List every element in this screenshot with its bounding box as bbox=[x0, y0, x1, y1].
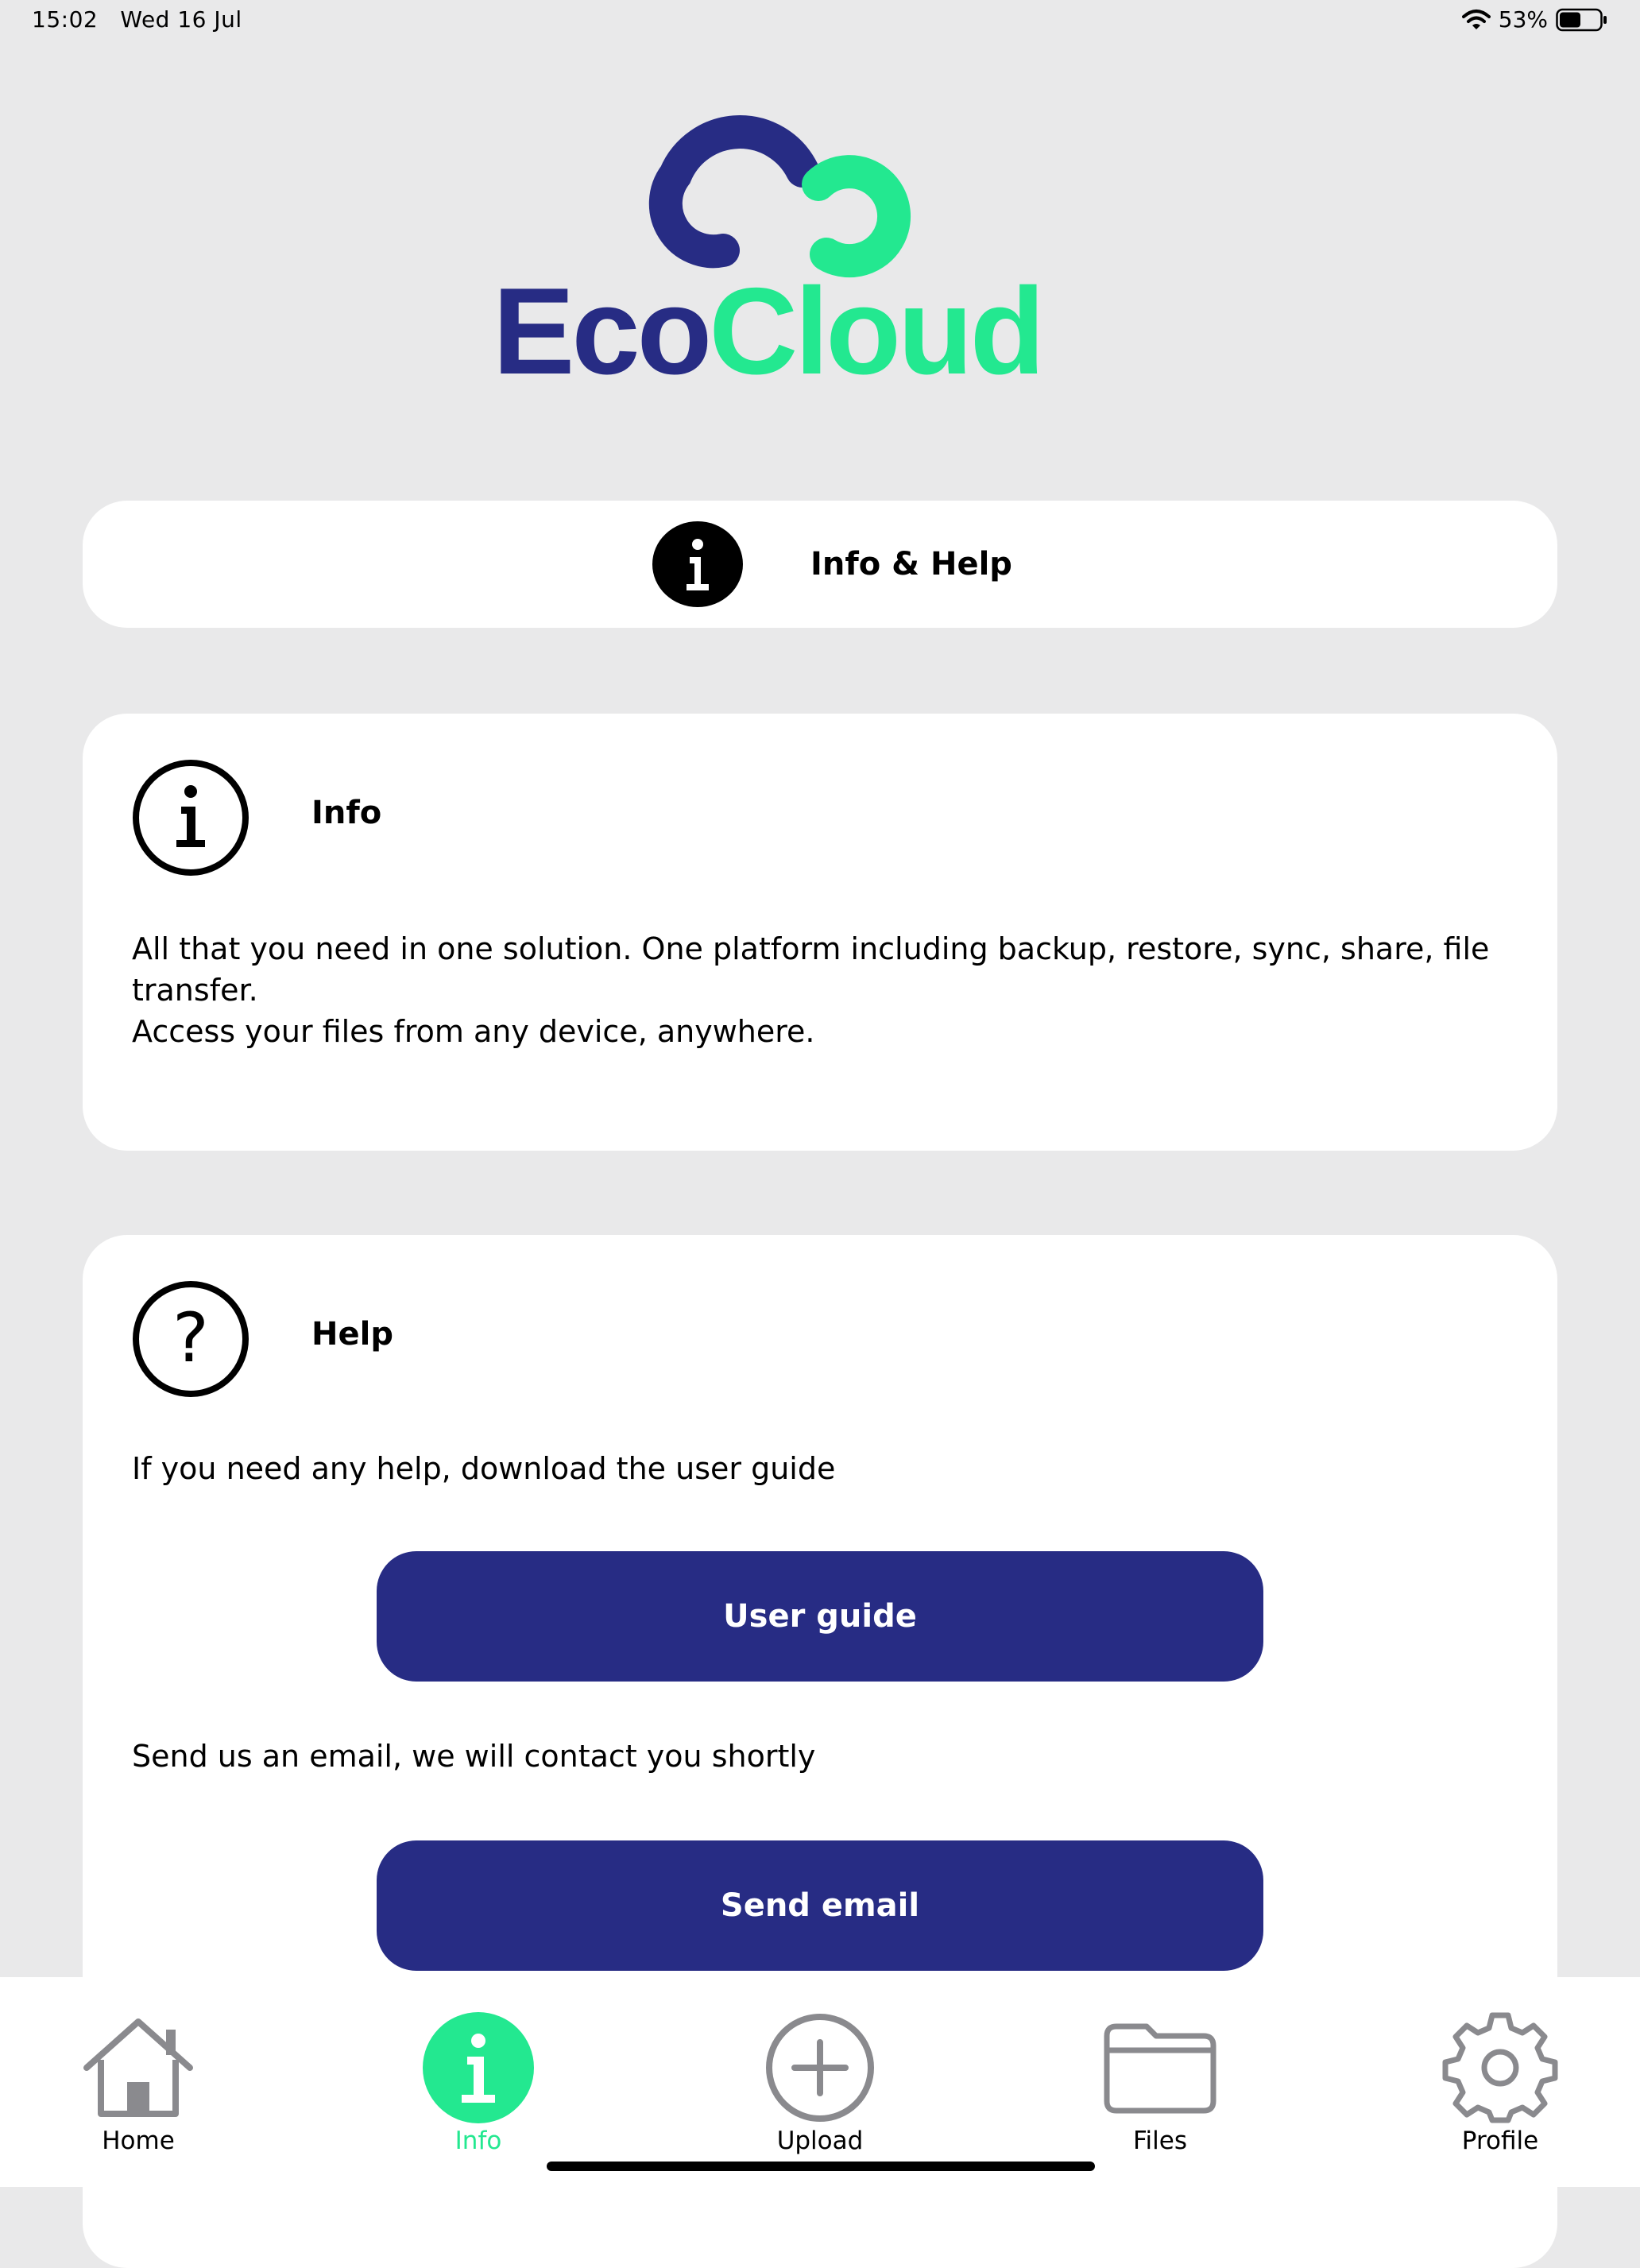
logo-text-eco: Eco bbox=[493, 262, 710, 389]
tab-bar bbox=[0, 1977, 1640, 2187]
logo-text-cloud: Cloud bbox=[709, 262, 1042, 389]
status-bar bbox=[0, 0, 1640, 48]
folder-icon bbox=[1100, 2012, 1220, 2123]
tab-files[interactable] bbox=[1081, 1977, 1240, 2187]
tab-label-profile: Profile bbox=[1461, 2127, 1539, 2155]
status-right bbox=[1462, 6, 1608, 33]
send-email-button[interactable]: Send email bbox=[377, 1840, 1263, 1971]
battery-icon bbox=[1556, 8, 1608, 32]
status-time-date bbox=[32, 6, 242, 33]
info-line-2: Access your files from any device, anywhere. bbox=[132, 1014, 815, 1049]
ecocloud-logo bbox=[493, 95, 1152, 389]
info-title: Info bbox=[311, 795, 382, 831]
header-card bbox=[83, 501, 1557, 628]
home-icon bbox=[79, 2012, 198, 2123]
user-guide-button[interactable]: User guide bbox=[377, 1551, 1263, 1682]
help-guide-text: If you need any help, download the user guide bbox=[132, 1451, 836, 1486]
battery-fill bbox=[1560, 12, 1580, 27]
tab-info[interactable] bbox=[399, 1977, 558, 2187]
plus-circle-icon bbox=[760, 2012, 880, 2123]
wifi-icon bbox=[1462, 9, 1491, 31]
home-indicator bbox=[547, 2162, 1095, 2171]
svg-text:?: ? bbox=[172, 1298, 209, 1378]
tab-label-upload: Upload bbox=[776, 2127, 864, 2155]
info-card bbox=[83, 714, 1557, 1151]
tab-upload[interactable] bbox=[741, 1977, 899, 2187]
tab-label-files: Files bbox=[1132, 2127, 1188, 2155]
cloud-logo-icon bbox=[493, 95, 1152, 389]
info-filled-icon bbox=[652, 521, 744, 608]
tab-profile[interactable] bbox=[1421, 1977, 1580, 2187]
header-content bbox=[652, 521, 1012, 608]
battery-percent: 53% bbox=[1498, 6, 1548, 33]
tab-label-home: Home bbox=[102, 2127, 175, 2155]
question-icon bbox=[130, 1279, 251, 1399]
status-date: Wed 16 Jul bbox=[120, 6, 242, 33]
status-time: 15:02 bbox=[32, 6, 99, 33]
page-title: Info & Help bbox=[810, 546, 1012, 582]
info-description bbox=[132, 928, 1530, 1052]
gear-icon bbox=[1441, 2012, 1560, 2123]
info-outline-icon bbox=[130, 757, 251, 878]
tab-label-info: Info bbox=[454, 2127, 502, 2155]
tab-home[interactable] bbox=[59, 1977, 218, 2187]
info-line-1: All that you need in one solution. One platform including backup, restore, sync, share, file transfer. bbox=[132, 931, 1490, 1008]
info-icon bbox=[419, 2012, 538, 2123]
help-title: Help bbox=[311, 1316, 393, 1353]
svg-text:EcoCloud bbox=[493, 262, 1042, 389]
help-email-text: Send us an email, we will contact you shortly bbox=[132, 1739, 816, 1774]
